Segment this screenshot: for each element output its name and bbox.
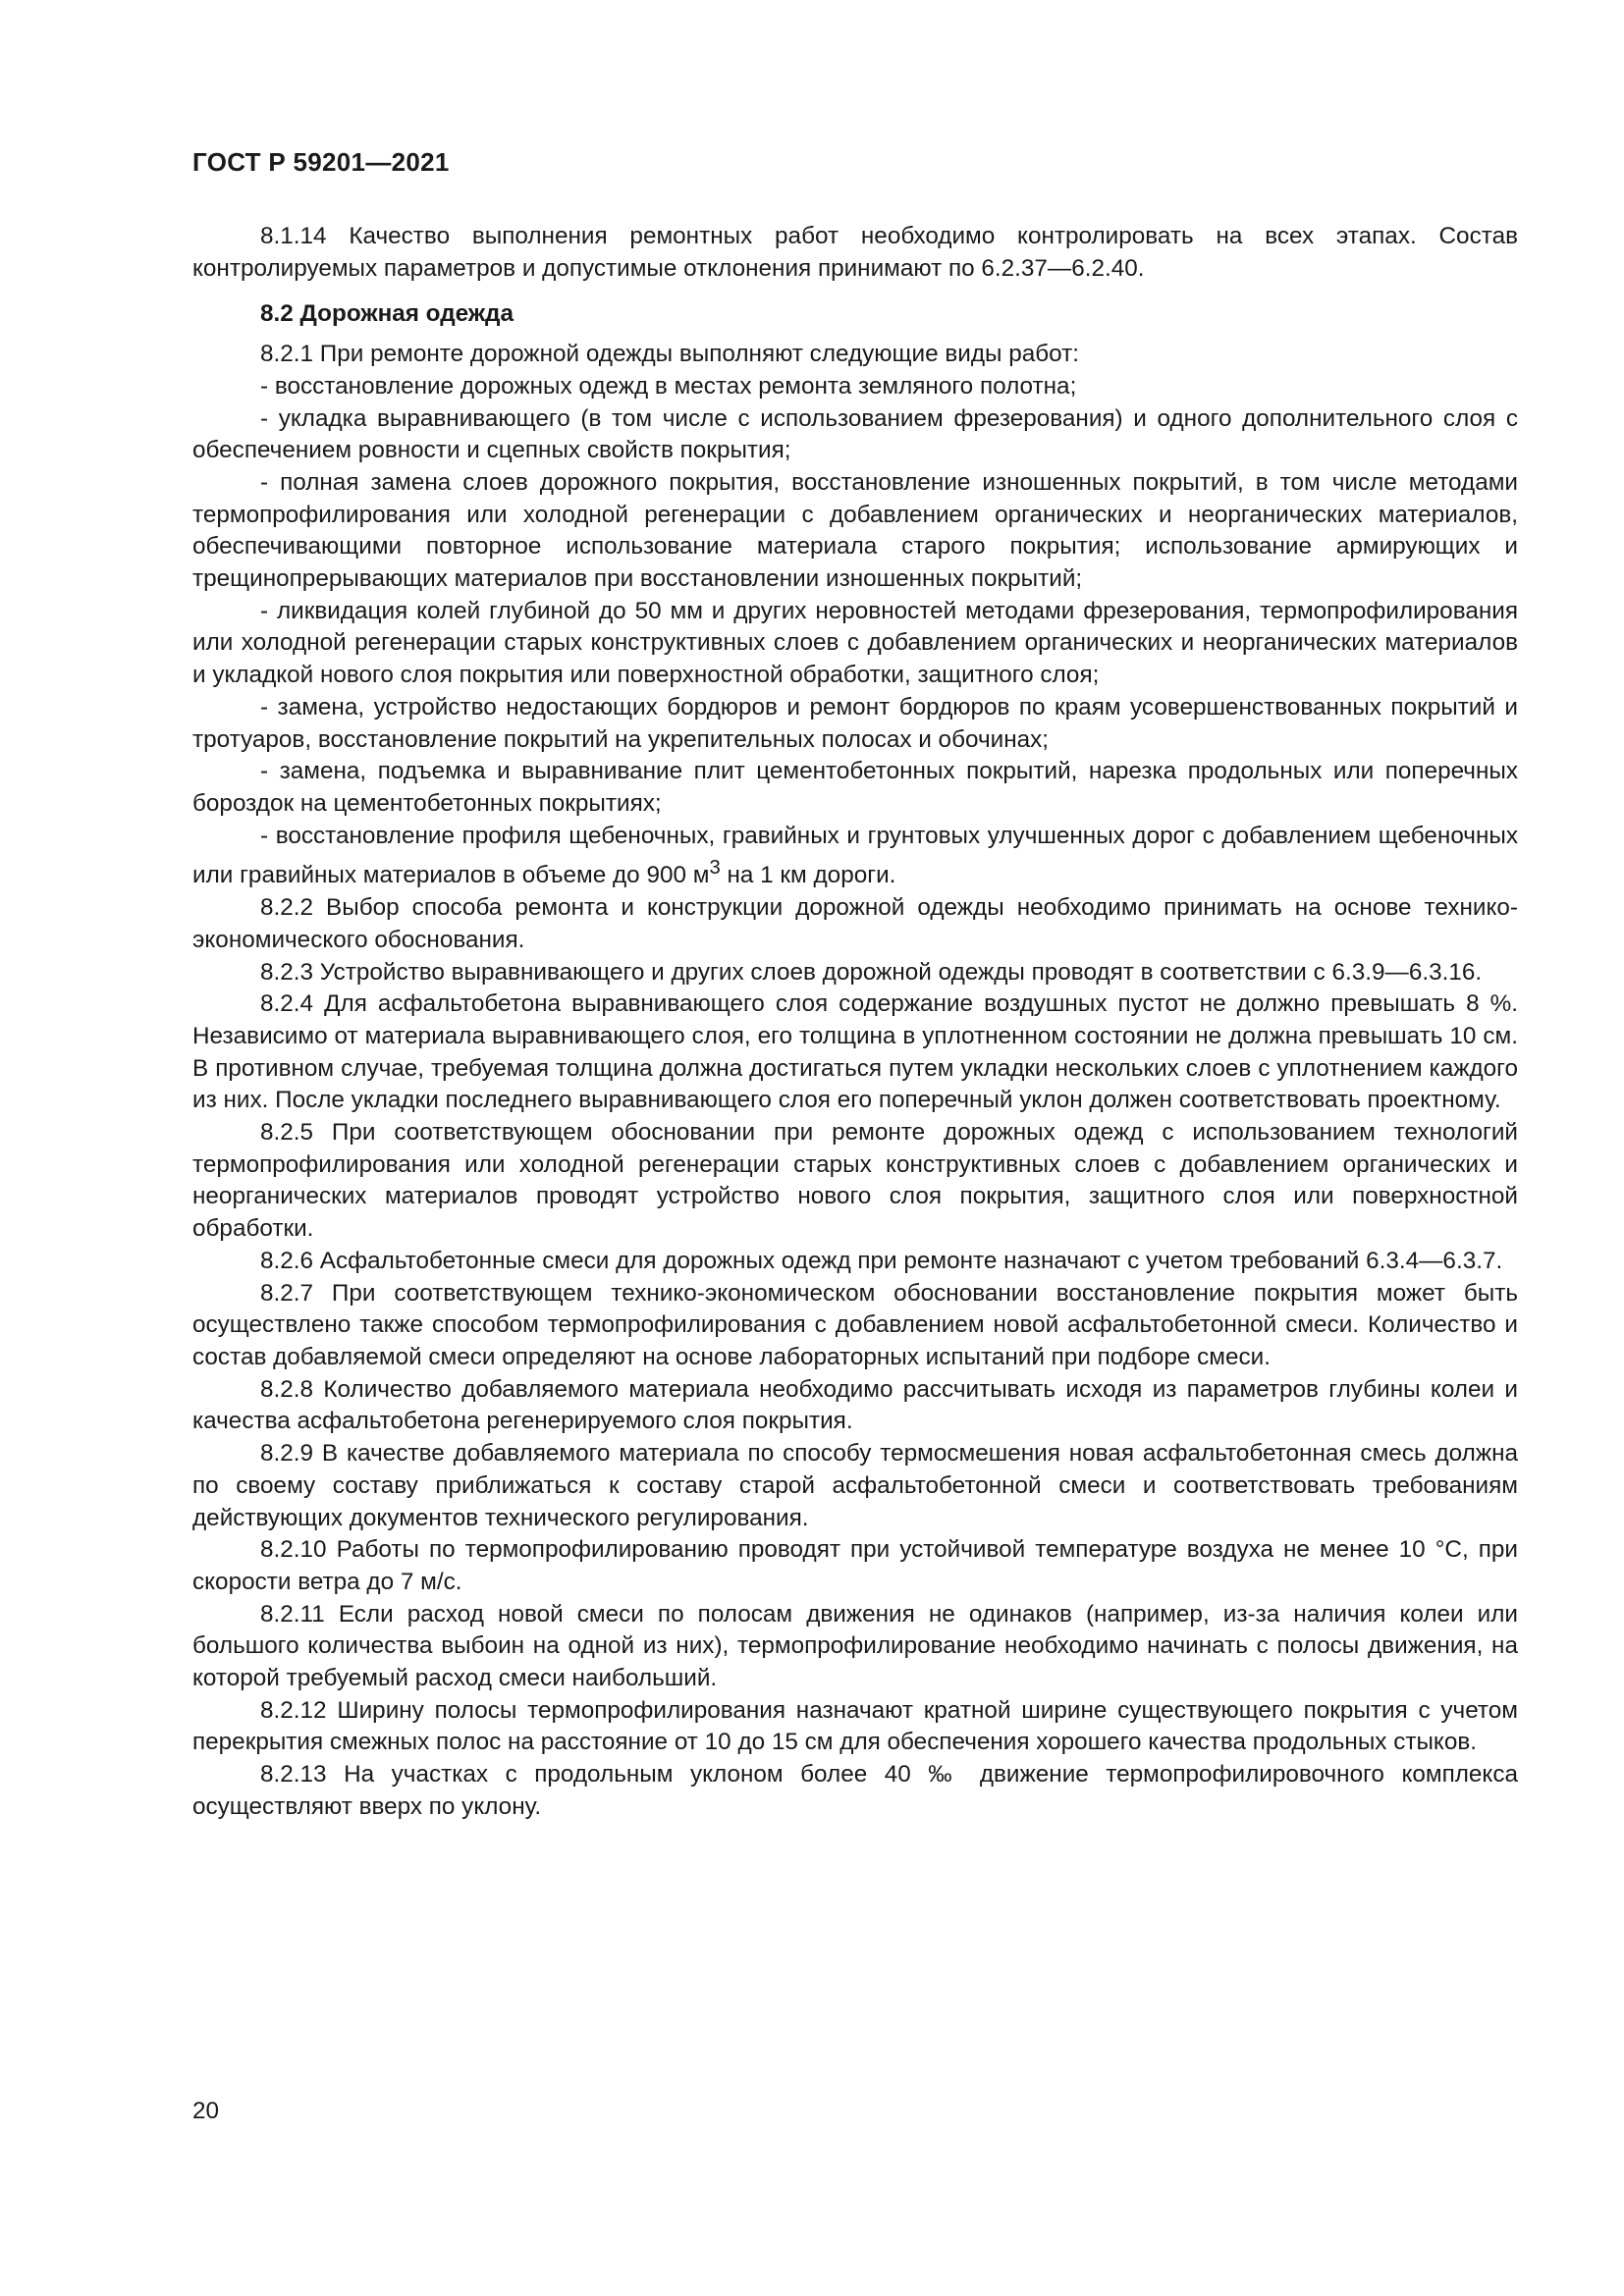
paragraph-8-1-14: 8.1.14 Качество выполнения ремонтных работ необходимо контролировать на всех этапах. Состав контролируемых параметров и допустимые отклонения принимают по 6.2.37—6.2.40.: [192, 223, 1518, 282]
list-item: - укладка выравнивающего (в том числе с использованием фрезерования) и одного дополнительного слоя с обеспечением ровности и сцепных свойств покрытия;: [192, 404, 1518, 464]
list-item-text: - восстановление профиля щебеночных, гравийных и грунтовых улучшенных дорог с добавлением щебеночных или гравийных материалов в объеме до 900 м: [192, 822, 1518, 889]
document-page: [192, 0, 1518, 2296]
list-item: [192, 821, 1518, 893]
list-item-text-end: на 1 км дороги.: [720, 862, 896, 889]
paragraph-8-2-10: 8.2.10 Работы по термопрофилированию проводят при устойчивой температуре воздуха не менее 10 °С, при скорости ветра до 7 м/с.: [192, 1536, 1518, 1595]
section-heading-8-2: 8.2 Дорожная одежда: [260, 300, 514, 328]
paragraph-8-2-13: 8.2.13 На участках с продольным уклоном более 40 ‰ движение термопрофилировочного комплекса осуществляют вверх по уклону.: [192, 1761, 1518, 1820]
superscript-cubed: 3: [709, 857, 721, 880]
page-number: 20: [192, 2098, 220, 2124]
list-item: - замена, устройство недостающих бордюров и ремонт бордюров по краям усовершенствованных покрытий и тротуаров, восстановление покрытий на укрепительных полосах и обочинах;: [192, 693, 1518, 753]
paragraph-8-2-7: 8.2.7 При соответствующем технико-экономическом обосновании восстановление покрытия может быть осуществлено также способом термопрофилирования с добавлением новой асфальтобетонной смеси. Количество и состав добавляемой смеси определяют на основе лабораторных испытаний при подборе смеси.: [192, 1279, 1518, 1370]
list-item: - полная замена слоев дорожного покрытия, восстановление изношенных покрытий, в том числе методами термопрофилирования или холодной регенерации с добавлением органических и неорганических материалов, обеспечивающими повторное использование материала старого покрытия; использование армирующих и трещинопрерывающих материалов при восстановлении изношенных покрытий;: [192, 468, 1518, 593]
paragraph-8-2-8: 8.2.8 Количество добавляемого материала необходимо рассчитывать исходя из параметров глубины колеи и качества асфальтобетона регенерируемого слоя покрытия.: [192, 1375, 1518, 1435]
paragraph-8-2-6: 8.2.6 Асфальтобетонные смеси для дорожных одежд при ремонте назначают с учетом требований 6.3.4—6.3.7.: [260, 1247, 1503, 1274]
paragraph-8-2-2: 8.2.2 Выбор способа ремонта и конструкции дорожной одежды необходимо принимать на основе технико-экономического обоснования.: [192, 894, 1518, 953]
list-item: - замена, подъемка и выравнивание плит цементобетонных покрытий, нарезка продольных или поперечных бороздок на цементобетонных покрытиях;: [192, 758, 1518, 817]
paragraph-8-2-5: 8.2.5 При соответствующем обосновании при ремонте дорожных одежд с использованием технологий термопрофилирования или холодной регенерации старых конструктивных слоев с добавлением органических и неорганических материалов проводят устройство нового слоя покрытия, защитного слоя или поверхностной обработки.: [192, 1119, 1518, 1243]
paragraph-8-2-4: 8.2.4 Для асфальтобетона выравнивающего слоя содержание воздушных пустот не должно превышать 8 %. Независимо от материала выравнивающего слоя, его толщина в уплотненном состоянии не должна превышать 10 см. В противном случае, требуемая толщина должна достигаться путем укладки нескольких слоев с уплотнением каждого из них. После укладки последнего выравнивающего слоя его поперечный уклон должен соответствовать проектному.: [192, 990, 1518, 1114]
paragraph-8-2-3: 8.2.3 Устройство выравнивающего и других слоев дорожной одежды проводят в соответствии с 6.3.9—6.3.16.: [260, 958, 1483, 986]
paragraph-8-2-12: 8.2.12 Ширину полосы термопрофилирования назначают кратной ширине существующего покрытия с учетом перекрытия смежных полос на расстояние от 10 до 15 см для обеспечения хорошего качества продольных стыков.: [192, 1696, 1518, 1756]
paragraph-8-2-1: 8.2.1 При ремонте дорожной одежды выполняют следующие виды работ:: [260, 341, 1080, 368]
list-item: - ликвидация колей глубиной до 50 мм и других неровностей методами фрезерования, термопрофилирования или холодной регенерации старых конструктивных слоев с добавлением органических и неорганических материалов и укладкой нового слоя покрытия или поверхностной обработки, защитного слоя;: [192, 597, 1518, 689]
document-body: [192, 221, 1518, 1824]
document-code-header: ГОСТ Р 59201—2021: [192, 147, 450, 177]
paragraph-8-2-9: 8.2.9 В качестве добавляемого материала по способу термосмешения новая асфальтобетонная смесь должна по своему составу приближаться к составу старой асфальтобетонной смеси и соответствовать требованиям действующих документов технического регулирования.: [192, 1440, 1518, 1531]
list-item: - восстановление дорожных одежд в местах ремонта земляного полотна;: [260, 372, 1077, 400]
paragraph-8-2-11: 8.2.11 Если расход новой смеси по полосам движения не одинаков (например, из-за наличия колеи или большого количества выбоин на одной из них), термопрофилирование необходимо начинать с полосы движения, на которой требуемый расход смеси наибольший.: [192, 1600, 1518, 1692]
